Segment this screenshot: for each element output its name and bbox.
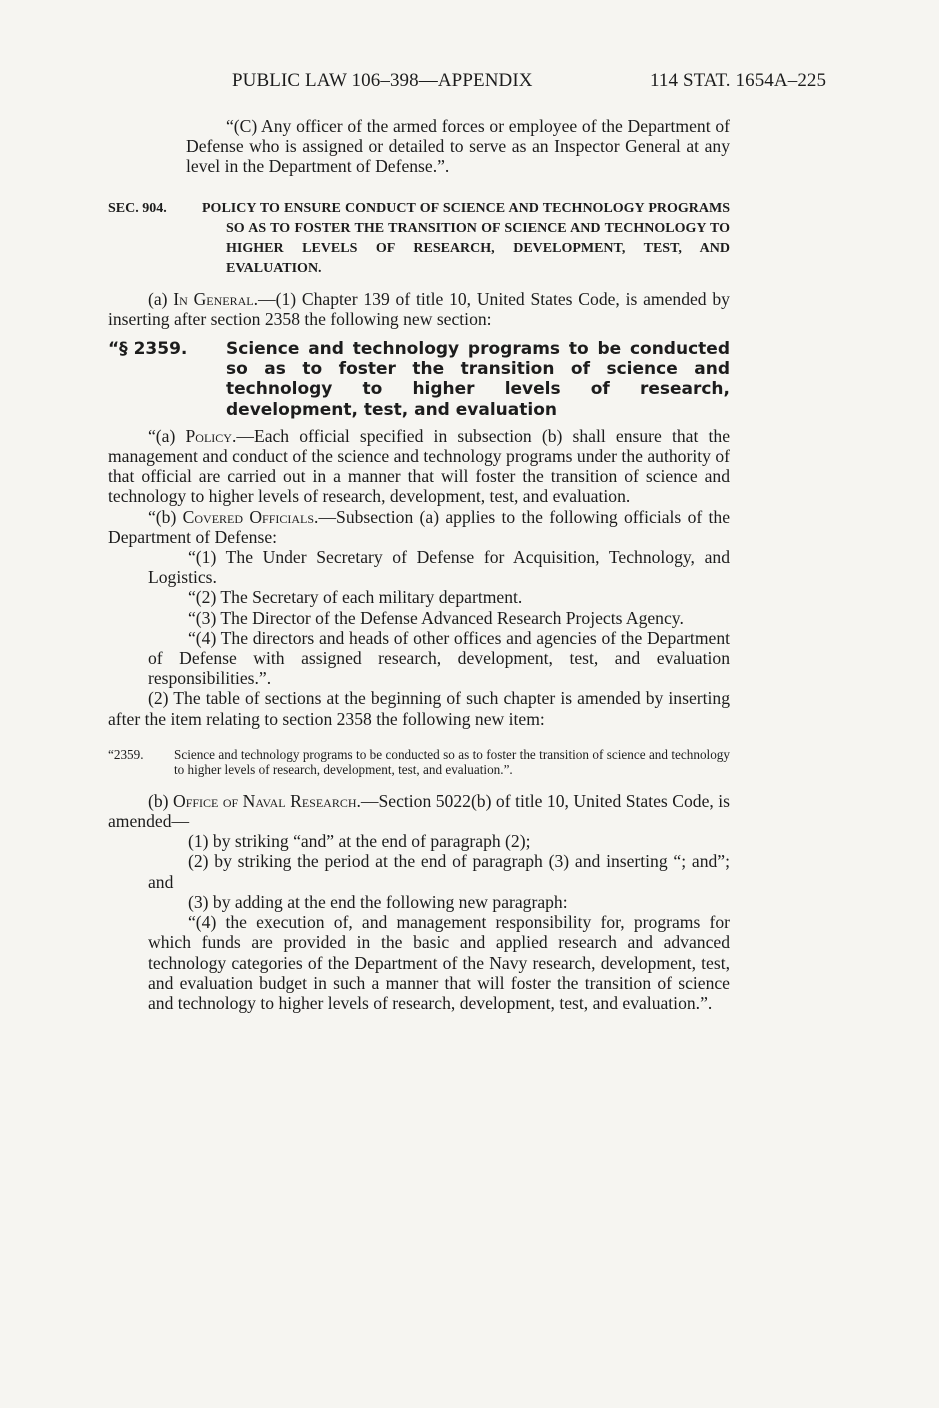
subsection-a-label: (a) [148,288,174,309]
policy-label: “(a) [148,425,186,446]
official-item-4: “(4) The directors and heads of other offices and agencies of the Department of Defense with assigned research, development, test, and evaluation responsibilities.”. [148,627,730,689]
covered-text: .—Subsection (a) applies to the following officials of the Department of Defense: [108,506,731,547]
covered-heading: Covered Officials [182,506,315,527]
policy-text: .—Each official specified in subsection (b) shall ensure that the management and conduct of the science and technology programs under the authority of that official are carried out in a manner that will foster the transition of science and technology to higher levels of research, development, test, and evaluation. [108,425,731,507]
paragraph-2: (2) The table of sections at the beginning of such chapter is amended by inserting after the item relating to section 2358 the following new item: [108,688,730,729]
amendment-item-1: (1) by striking “and” at the end of paragraph (2); [188,831,531,852]
header-law-title: PUBLIC LAW 106–398—APPENDIX [232,70,533,91]
section-2359-title: Science and technology programs to be conducted so as to foster the transition of science and technology to higher levels of research, development, test, and evaluation [226,339,730,420]
covered-officials-paragraph [108,507,730,547]
header-page-citation: 114 STAT. 1654A–225 [650,70,827,91]
subsection-b-text: .—Section 5022(b) of title 10, United States Code, is amended— [108,790,730,832]
covered-label: “(b) [148,506,183,527]
policy-paragraph [108,426,730,507]
official-item-2: “(2) The Secretary of each military department. [188,587,523,608]
policy-heading: Policy [185,425,232,446]
subsection-b-heading: Office of Naval Research [173,790,357,811]
quoted-clause-c: “(C) Any officer of the armed forces or employee of the Department of Defense who is assigned or detailed to serve as an Inspector General at any level in the Department of Defense.”. [186,116,730,177]
section-904-heading [108,199,730,279]
page-body [108,116,730,1013]
new-paragraph-4: “(4) the execution of, and management responsibility for, programs for which funds are provided in the basic and applied research and advanced technology categories of the Department of the Navy research, development, test, and evaluation budget in such a manner that will foster the transition of science and technology to higher levels of research, development, test, and evaluation.”. [148,912,730,1013]
subsection-a-heading: In General [173,288,254,309]
table-item-number: “2359. [108,746,144,762]
section-904-number: SEC. 904. [108,200,167,216]
table-item-text: Science and technology programs to be conducted so as to foster the transition of science and technology to higher levels of research, development, test, and evaluation.”. [174,746,730,777]
amendment-item-2: (2) by striking the period at the end of paragraph (3) and inserting “; and”; and [148,851,730,892]
amendment-item-3: (3) by adding at the end the following new paragraph: [188,891,568,912]
section-2359-heading [108,339,730,420]
subsection-b [108,791,730,831]
official-item-3: “(3) The Director of the Defense Advanced Research Projects Agency. [188,607,684,628]
subsection-a [108,289,730,329]
table-of-sections-item [108,747,730,777]
section-904-title: POLICY TO ENSURE CONDUCT OF SCIENCE AND TECHNOLOGY PROGRAMS SO AS TO FOSTER THE TRANSITION OF SCIENCE AND TECHNOLOGY TO HIGHER LEVELS OF RESEARCH, DEVELOPMENT, TEST, AND EVALUATION. [202,200,730,276]
subsection-b-label: (b) [148,790,173,811]
subsection-a-text: .—(1) Chapter 139 of title 10, United States Code, is amended by inserting after section 2358 the following new section: [108,288,730,329]
official-item-1: “(1) The Under Secretary of Defense for Acquisition, Technology, and Logistics. [148,547,730,588]
section-2359-number: “§ 2359. [108,339,188,360]
